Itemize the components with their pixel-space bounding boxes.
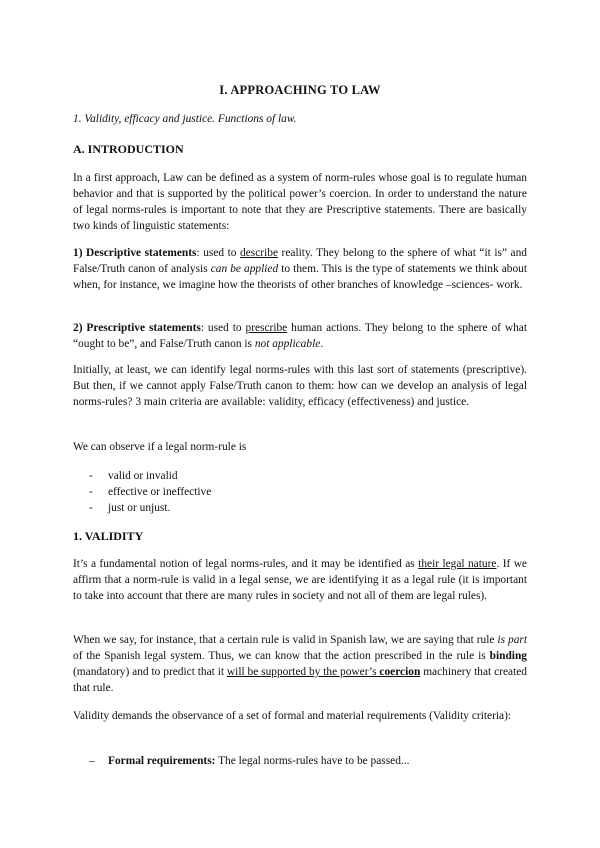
prescribe-underlined: prescribe [245,322,288,334]
is-part-italic: is part [497,634,527,646]
coercion-bold-underlined: coercion [379,666,421,678]
prescriptive-text-2: human actions. They belong to the sphere of what “ought to be”, and False/Truth canon is [73,322,527,350]
power-coercion-underlined: will be supported by the power’s [226,666,380,678]
list-dash: – [89,755,95,767]
validity-heading: 1. VALIDITY [73,529,144,543]
section-a-heading: A. INTRODUCTION [73,142,184,156]
intro-paragraph: In a first approach, Law can be defined as a system of norm-rules whose goal is to regulate human behavior and that is supported by the political power’s coercion. In order to understand the nature of legal norms-rules is important to note that they are Prescriptive statements. There are basically two kinds of linguistic statements: [73,172,527,232]
subtitle: 1. Validity, efficacy and justice. Functions of law. [73,113,297,125]
prescriptive-text-1: : used to [200,322,246,334]
validity-paragraph-2 [73,632,527,696]
validity-p1-text-2: . If we affirm that a norm-rule is valid in a legal sense, we are identifying it as a legal rule (it is important to take into account that there are many rules in society and not all of them are legal rules). [73,558,527,602]
formal-requirements-list [89,753,409,769]
descriptive-text-3: to them. This is the type of statements we think about when, for instance, we imagine how the theorists of other branches of knowledge –sciences- work. [73,263,528,291]
list-item [89,753,409,769]
legal-nature-underlined: their legal nature [418,558,497,570]
prescriptive-text-3: . [320,338,324,350]
can-be-applied-italic: can be applied [210,263,279,275]
formal-requirements-label: Formal requirements: [108,755,216,767]
binding-bold: binding [489,650,527,662]
formal-requirements-text: The legal norms-rules have to be passed... [215,755,410,767]
initially-paragraph: Initially, at least, we can identify legal norms-rules with this last sort of statements (prescriptive). But then, if we cannot apply False/Truth canon to them: how can we develop an analysis of legal norms-rules? 3 main criteria are available: validity, efficacy (effectiveness) and justice. [73,364,527,408]
list-dash: - [89,502,93,514]
list-item-text: valid or invalid [108,470,178,482]
descriptive-paragraph [73,245,527,293]
list-item [89,468,211,484]
descriptive-text-2: reality. They belong to the sphere of what “it is” and False/Truth canon of analysis [73,247,528,275]
validity-p1-text-1: It’s a fundamental notion of legal norms-rules, and it may be identified as [73,558,419,570]
list-dash: - [89,470,93,482]
list-item [89,484,211,500]
describe-underlined: describe [240,247,278,259]
prescriptive-label: 2) Prescriptive statements [73,322,201,334]
validity-p2-text-3: (mandatory) and to predict that it [73,666,227,678]
descriptive-label: 1) Descriptive statements [73,247,197,259]
criteria-list [89,468,211,516]
descriptive-text-1: : used to [196,247,241,259]
observe-line: We can observe if a legal norm-rule is [73,441,247,453]
document-title: I. APPROACHING TO LAW [219,83,381,97]
prescriptive-paragraph [73,320,527,352]
validity-paragraph-3: Validity demands the observance of a set of formal and material requirements (Validity criteria): [73,710,512,722]
list-item-text: effective or ineffective [108,486,212,498]
validity-p2-text-1: When we say, for instance, that a certain rule is valid in Spanish law, we are saying that rule [73,634,498,646]
validity-p2-text-4: machinery that created that rule. [73,666,527,694]
not-applicable-italic: not applicable [254,338,321,350]
list-item-text: just or unjust. [108,502,171,514]
validity-paragraph-1 [73,556,527,604]
validity-p2-text-2: of the Spanish legal system. Thus, we can know that the action prescribed in the rule is [73,650,490,662]
list-item [89,500,211,516]
list-dash: - [89,486,93,498]
